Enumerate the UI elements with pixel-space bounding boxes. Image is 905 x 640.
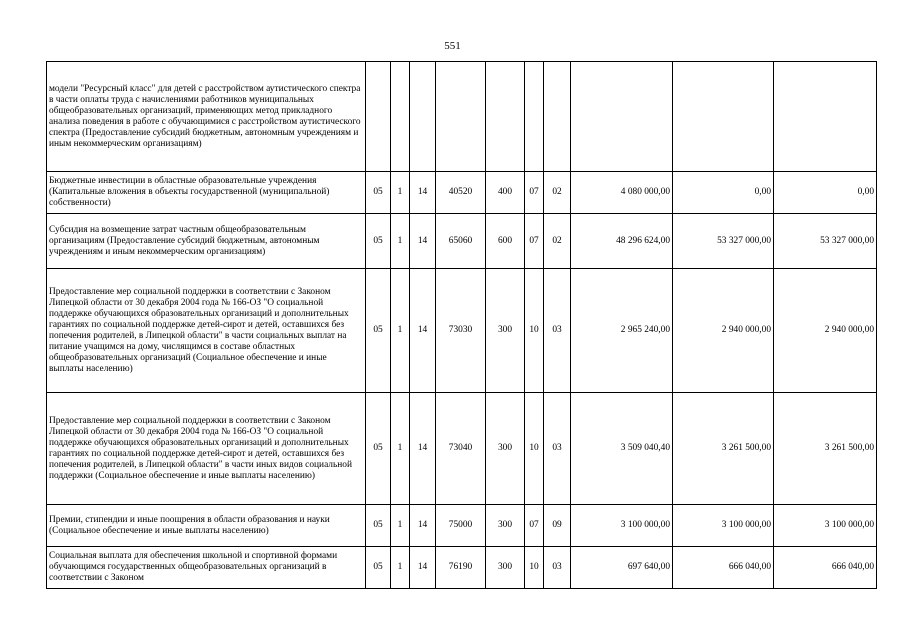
code-cell: 76190 xyxy=(436,547,486,589)
code-cell: 07 xyxy=(525,505,544,547)
row-description: Бюджетные инвестиции в областные образовательные учреждения (Капитальные вложения в объекты государственной (муниципальной) собственности) xyxy=(47,172,366,214)
row-description: Премии, стипендии и иные поощрения в области образования и науки (Социальное обеспечение и иные выплаты населению) xyxy=(47,505,366,547)
amount-cell xyxy=(774,62,877,172)
row-description: Субсидия на возмещение затрат частным общеобразовательным организациям (Предоставление субсидий бюджетным, автономным учреждениям и иным некоммерческим организациям) xyxy=(47,214,366,269)
amount-cell: 2 940 000,00 xyxy=(774,269,877,393)
code-cell: 14 xyxy=(410,214,436,269)
code-cell: 600 xyxy=(486,214,525,269)
code-cell xyxy=(486,62,525,172)
row-description: Социальная выплата для обеспечения школьной и спортивной формами обучающимся государственных общеобразовательных организаций в соответствии с Законом xyxy=(47,547,366,589)
code-cell: 1 xyxy=(391,214,410,269)
code-cell xyxy=(436,62,486,172)
table-row xyxy=(47,214,877,269)
code-cell: 73030 xyxy=(436,269,486,393)
code-cell: 05 xyxy=(366,505,391,547)
code-cell: 10 xyxy=(525,269,544,393)
code-cell: 300 xyxy=(486,547,525,589)
code-cell: 14 xyxy=(410,269,436,393)
code-cell: 14 xyxy=(410,547,436,589)
amount-cell: 53 327 000,00 xyxy=(673,214,774,269)
code-cell: 03 xyxy=(544,547,571,589)
code-cell: 03 xyxy=(544,269,571,393)
table-row xyxy=(47,547,877,589)
code-cell xyxy=(366,62,391,172)
amount-cell: 2 940 000,00 xyxy=(673,269,774,393)
amount-cell: 3 100 000,00 xyxy=(673,505,774,547)
code-cell: 40520 xyxy=(436,172,486,214)
code-cell: 1 xyxy=(391,505,410,547)
amount-cell: 0,00 xyxy=(774,172,877,214)
code-cell: 1 xyxy=(391,547,410,589)
code-cell: 14 xyxy=(410,505,436,547)
code-cell: 05 xyxy=(366,214,391,269)
code-cell: 05 xyxy=(366,172,391,214)
code-cell: 300 xyxy=(486,505,525,547)
amount-cell: 0,00 xyxy=(673,172,774,214)
amount-cell: 2 965 240,00 xyxy=(571,269,673,393)
amount-cell: 666 040,00 xyxy=(774,547,877,589)
row-description: Предоставление мер социальной поддержки в соответствии с Законом Липецкой области от 30 декабря 2004 года № 166-ОЗ "О социальной поддержке обучающихся образовательных организаций и дополнительных гарантиях по социальной поддержке детей-сирот и детей, оставшихся без попечения родителей, в Липецкой области" в части иных видов социальной поддержки (Социальное обеспечение и иные выплаты населению) xyxy=(47,393,366,505)
amount-cell xyxy=(571,62,673,172)
table-row xyxy=(47,393,877,505)
code-cell xyxy=(410,62,436,172)
amount-cell xyxy=(673,62,774,172)
table-row xyxy=(47,505,877,547)
code-cell: 1 xyxy=(391,269,410,393)
code-cell: 10 xyxy=(525,547,544,589)
code-cell xyxy=(544,62,571,172)
code-cell: 03 xyxy=(544,393,571,505)
code-cell xyxy=(391,62,410,172)
code-cell: 05 xyxy=(366,269,391,393)
row-description: модели "Ресурсный класс" для детей с расстройством аутистического спектра в части оплаты труда с начислениями работников муниципальных общеобразовательных организаций, применяющих метод прикладного анализа поведения в работе с обучающимися с расстройством аутистического спектра (Предоставление субсидий бюджетным, автономным учреждениям и иным некоммерческим организациям) xyxy=(47,62,366,172)
amount-cell: 3 261 500,00 xyxy=(774,393,877,505)
code-cell: 14 xyxy=(410,393,436,505)
amount-cell: 53 327 000,00 xyxy=(774,214,877,269)
code-cell: 400 xyxy=(486,172,525,214)
table-row xyxy=(47,62,877,172)
amount-cell: 48 296 624,00 xyxy=(571,214,673,269)
code-cell: 14 xyxy=(410,172,436,214)
code-cell: 75000 xyxy=(436,505,486,547)
code-cell: 07 xyxy=(525,172,544,214)
amount-cell: 4 080 000,00 xyxy=(571,172,673,214)
code-cell: 1 xyxy=(391,393,410,505)
code-cell: 05 xyxy=(366,547,391,589)
budget-table xyxy=(46,61,877,589)
table-row xyxy=(47,172,877,214)
amount-cell: 666 040,00 xyxy=(673,547,774,589)
code-cell: 300 xyxy=(486,269,525,393)
code-cell: 10 xyxy=(525,393,544,505)
amount-cell: 3 261 500,00 xyxy=(673,393,774,505)
amount-cell: 3 509 040,40 xyxy=(571,393,673,505)
amount-cell: 3 100 000,00 xyxy=(774,505,877,547)
code-cell: 300 xyxy=(486,393,525,505)
amount-cell: 3 100 000,00 xyxy=(571,505,673,547)
code-cell: 73040 xyxy=(436,393,486,505)
code-cell: 1 xyxy=(391,172,410,214)
code-cell xyxy=(525,62,544,172)
code-cell: 09 xyxy=(544,505,571,547)
page-number: 551 xyxy=(444,40,461,52)
code-cell: 65060 xyxy=(436,214,486,269)
amount-cell: 697 640,00 xyxy=(571,547,673,589)
code-cell: 07 xyxy=(525,214,544,269)
row-description: Предоставление мер социальной поддержки в соответствии с Законом Липецкой области от 30 декабря 2004 года № 166-ОЗ "О социальной поддержке обучающихся образовательных организаций и дополнительных гарантиях по социальной поддержке детей-сирот и детей, оставшихся без попечения родителей, в Липецкой области" в части социальных выплат на питание учащимся на дому, числящимся в составе областных общеобразовательных организаций (Социальное обеспечение и иные выплаты населению) xyxy=(47,269,366,393)
table-row xyxy=(47,269,877,393)
code-cell: 02 xyxy=(544,214,571,269)
code-cell: 02 xyxy=(544,172,571,214)
code-cell: 05 xyxy=(366,393,391,505)
